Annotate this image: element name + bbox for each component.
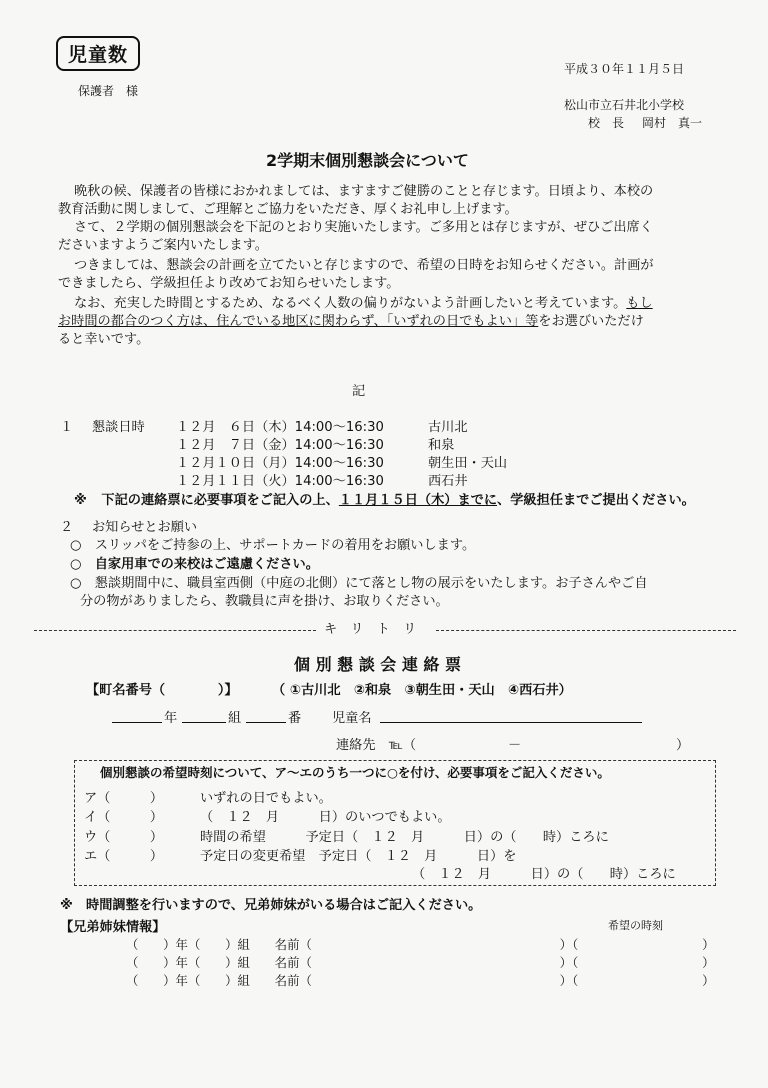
intro-text: をお選びいただけ xyxy=(538,314,644,329)
grade-label: 年 xyxy=(164,711,178,726)
notice-item: ○ スリッパをご持参の上、サポートカードの着用をお願いします。 xyxy=(70,538,476,553)
intro-text: なお、充実した時間とするため、なるべく人数の偏りがないよう計画したいと考えています。 xyxy=(74,296,627,311)
note-deadline: １１月１５日（木）までに xyxy=(338,493,498,508)
child-name-blank[interactable] xyxy=(380,722,642,723)
town-options: （ ①古川北 ②和泉 ③朝生田・天山 ④西石井） xyxy=(272,683,572,698)
grade-blank[interactable] xyxy=(112,722,162,723)
notice-item: 分の物がありましたら、教職員に声を掛け、お取りください。 xyxy=(80,594,449,609)
section2-label: お知らせとお願い xyxy=(92,520,198,535)
form-title: 個 別 懇 談 会 連 絡 票 xyxy=(294,655,461,674)
choice-text: 予定日の変更希望 予定日（ １２ 月 日）を xyxy=(200,849,517,864)
note-text: 下記の連絡票に必要事項をご記入の上、 xyxy=(101,493,339,508)
intro-line: 晩秋の候、保護者の皆様におかれましては、ますますご健勝のことと存じます。日頃より、本校の xyxy=(74,184,654,199)
notice-item: ○ 懇談期間中に、職員室西側（中庭の北側）にて落とし物の展示をいたします。お子さんやご自 xyxy=(70,576,648,591)
notice-item: ○ 自家用車での来校はご遠慮ください。 xyxy=(70,557,319,572)
intro-line: できましたら、学級担任より改めてお知らせいたします。 xyxy=(58,276,400,291)
intro-line xyxy=(74,295,653,313)
child-name-label: 児童名 xyxy=(332,711,372,726)
choice-mark[interactable]: エ（ ） xyxy=(84,849,164,864)
intro-line xyxy=(58,313,644,331)
town-number-field[interactable]: 【町名番号（ ）】 xyxy=(86,683,238,698)
note-text: 、学級担任までご提出ください。 xyxy=(497,493,695,508)
contact-dash: － xyxy=(508,738,522,753)
cut-line-label: キ リ ト リ xyxy=(324,622,417,637)
choice-text: （ １２ 月 日）のいつでもよい。 xyxy=(200,810,451,825)
intro-line: さて、２学期の個別懇談会を下記のとおり実施いたします。ご多用とは存じますが、ぜひご出席く xyxy=(74,220,653,235)
schedule-area: 和泉 xyxy=(428,438,455,453)
class-blank[interactable] xyxy=(182,722,226,723)
sibling-row[interactable]: （ ）年（ ）組 名前（ ）（ ） xyxy=(126,955,715,970)
choice-text: いずれの日でもよい。 xyxy=(200,791,332,806)
ki-heading: 記 xyxy=(352,384,366,399)
schedule-date: １２月 ６日（木）14:00～16:30 xyxy=(176,420,384,435)
principal-name: 岡村 真一 xyxy=(642,116,703,130)
schedule-date: １２月１１日（火）14:00～16:30 xyxy=(176,474,384,489)
choice-mark[interactable]: イ（ ） xyxy=(84,810,164,825)
choice-mark[interactable]: ウ（ ） xyxy=(84,830,164,845)
choice-text: 時間の希望 予定日（ １２ 月 日）の（ 時）ころに xyxy=(200,830,609,845)
cut-line-left xyxy=(34,630,316,631)
intro-line: 教育活動に関しまして、ご理解とご協力をいただき、厚くお礼申し上げます。 xyxy=(58,202,518,217)
school-name: 松山市立石井北小学校 xyxy=(564,98,685,112)
choice-mark[interactable]: ア（ ） xyxy=(84,791,164,806)
contact-label: 連絡先 ℡（ xyxy=(336,738,417,753)
stamp-label: 児童数 xyxy=(56,36,140,71)
date: 平成３０年１１月５日 xyxy=(564,62,685,76)
intro-underlined: もし xyxy=(626,296,653,311)
schedule-date: １２月 ７日（金）14:00～16:30 xyxy=(176,438,384,453)
section1-label: 懇談日時 xyxy=(92,420,145,435)
sibling-row[interactable]: （ ）年（ ）組 名前（ ）（ ） xyxy=(126,937,715,952)
cut-line-right xyxy=(436,630,736,631)
choice-text: （ １２ 月 日）の（ 時）ころに xyxy=(412,867,676,882)
schedule-area: 朝生田・天山 xyxy=(428,456,508,471)
principal-title: 校 長 xyxy=(588,116,625,130)
schedule-date: １２月１０日（月）14:00～16:30 xyxy=(176,456,384,471)
number-label: 番 xyxy=(288,711,302,726)
number-blank[interactable] xyxy=(246,722,286,723)
intro-line: ると幸いです。 xyxy=(58,332,150,347)
class-label: 組 xyxy=(228,711,242,726)
sibling-label: 【兄弟姉妹情報】 xyxy=(60,920,166,935)
sibling-row[interactable]: （ ）年（ ）組 名前（ ）（ ） xyxy=(126,973,715,988)
contact-close: ） xyxy=(676,738,690,753)
intro-underlined: お時間の都合のつく方は、住んでいる地区に関わらず、「いずれの日でもよい」等 xyxy=(58,314,539,329)
recipient: 保護者 様 xyxy=(78,84,139,98)
schedule-area: 西石井 xyxy=(428,474,468,489)
section1-number: １ xyxy=(60,420,74,435)
intro-line: ださいますようご案内いたします。 xyxy=(58,238,268,253)
page-title: 2学期末個別懇談会について xyxy=(266,151,469,170)
section2-number: ２ xyxy=(60,520,74,535)
intro-line: つきましては、懇談会の計画を立てたいと存じますので、希望の日時をお知らせください。計画が xyxy=(74,258,654,273)
choice-box-header: 個別懇談の希望時刻について、ア～エのうち一つに○を付け、必要事項をご記入ください。 xyxy=(100,765,610,780)
sibling-note: ※ 時間調整を行いますので、兄弟姉妹がいる場合はご記入ください。 xyxy=(60,898,482,913)
note-mark: ※ xyxy=(74,493,87,508)
schedule-area: 古川北 xyxy=(428,420,468,435)
sibling-time-header: 希望の時刻 xyxy=(608,919,663,932)
submission-note xyxy=(74,492,695,510)
